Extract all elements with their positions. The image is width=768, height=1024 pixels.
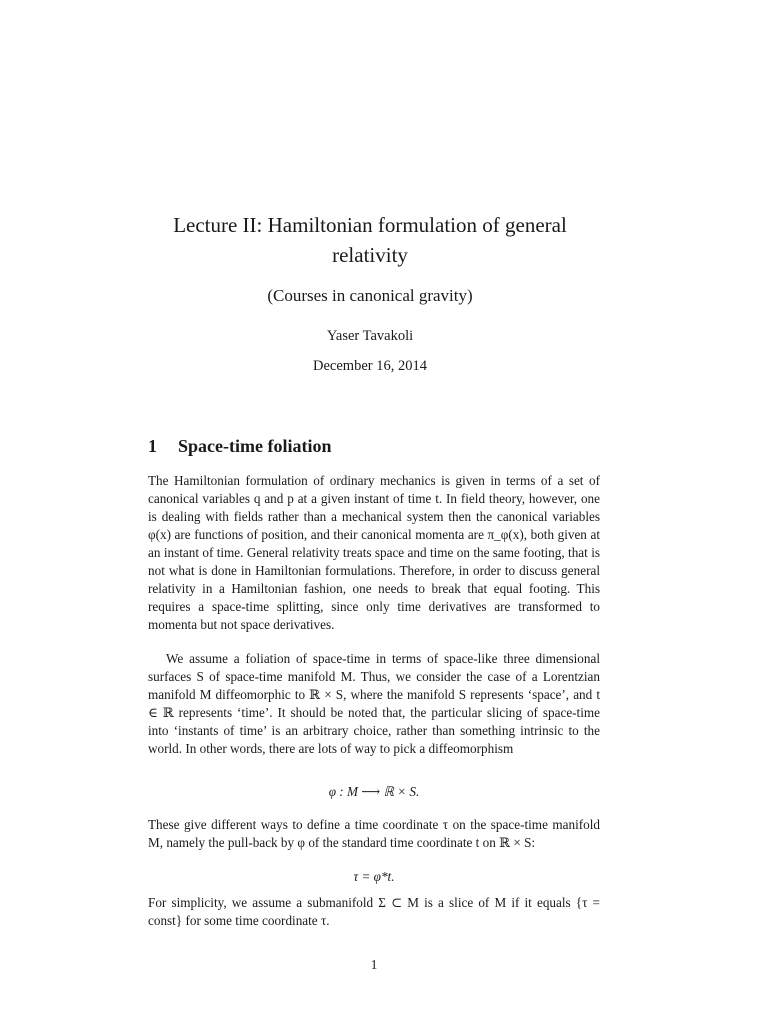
author-name: Yaser Tavakoli bbox=[326, 328, 414, 344]
equation-pullback: τ = φ*t. bbox=[353, 869, 395, 884]
document-title: Lecture II: Hamiltonian formulation of general relativity bbox=[173, 213, 567, 267]
page-number: 1 bbox=[370, 957, 378, 972]
section-number: 1 bbox=[148, 436, 157, 456]
document-subtitle: (Courses in canonical gravity) bbox=[267, 286, 473, 305]
paragraph-slice-definition: For simplicity, we assume a submanifold Σ ⊂ M is a slice of M if it equals {τ = const} for some time coordinate τ. bbox=[148, 895, 600, 928]
equation-diffeomorphism: φ : M ⟶ ℝ × S. bbox=[328, 784, 420, 799]
section-heading bbox=[148, 436, 331, 457]
paragraph-time-coordinate: These give different ways to define a time coordinate τ on the space-time manifold M, namely the pull-back by φ of the standard time coordinate t on ℝ × S: bbox=[148, 817, 600, 850]
section-title: Space-time foliation bbox=[178, 436, 332, 456]
document-date: December 16, 2014 bbox=[313, 358, 427, 374]
paragraph-foliation: We assume a foliation of space-time in terms of space-like three dimensional surfaces S of space-time manifold M. Thus, we consider the case of a Lorentzian manifold M diffeomorphic to ℝ × S, where the manifold S represents ‘space’, and t ∈ ℝ represents ‘time’. It should be noted that, the particular slicing of space-time into ‘instants of time’ is an arbitrary choice, rather than something intrinsic to the world. In other words, there are lots of way to pick a diffeomorphism bbox=[148, 651, 600, 756]
paragraph-canonical-variables: The Hamiltonian formulation of ordinary mechanics is given in terms of a set of canonical variables q and p at a given instant of time t. In field theory, however, one is dealing with fields rather than a mechanical system then the canonical variables φ(x) are functions of position, and their canonical momenta are π_φ(x), both given at an instant of time. General relativity treats space and time on the same footing, that is not what is done in Hamiltonian formulations. Therefore, in order to discuss general relativity in a Hamiltonian fashion, one needs to break that equal footing. This requires a space-time splitting, since only time derivatives are transformed to momenta but not space derivatives. bbox=[148, 473, 600, 632]
